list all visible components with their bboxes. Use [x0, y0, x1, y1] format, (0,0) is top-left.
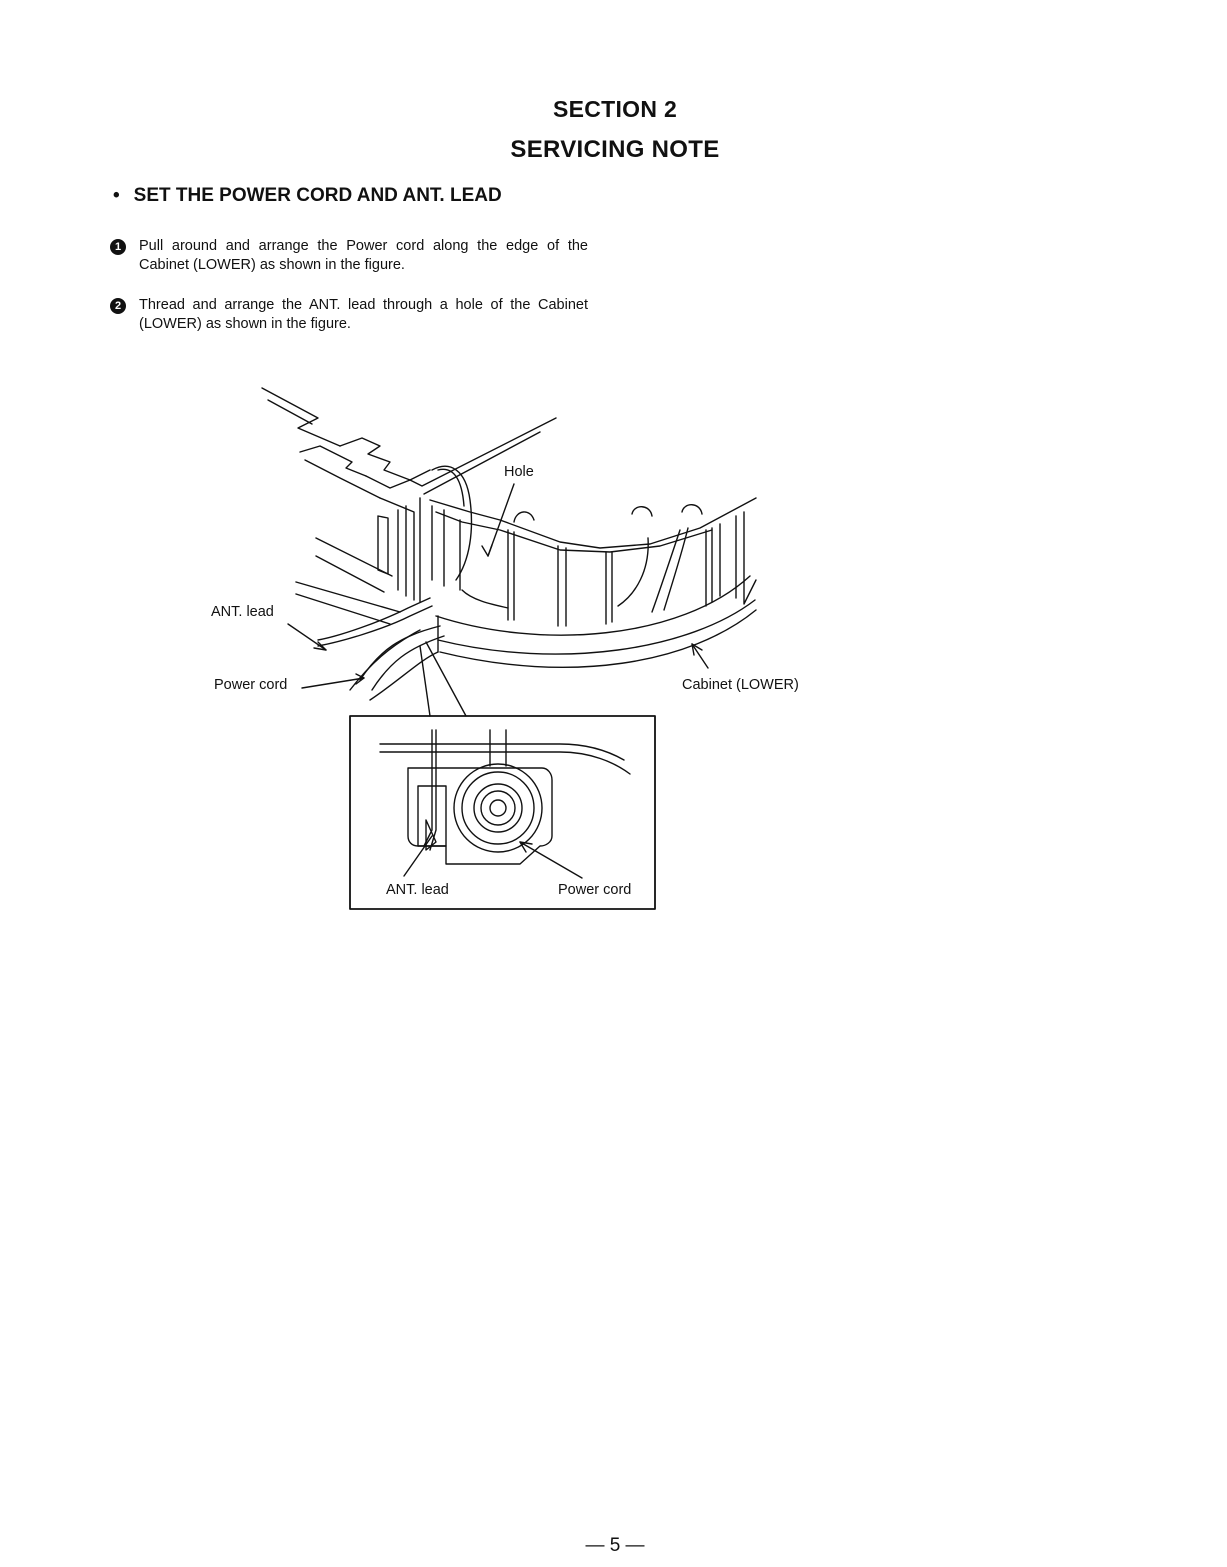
step-1-number-badge: 1: [110, 239, 126, 255]
label-cabinet-lower: Cabinet (LOWER): [682, 677, 799, 693]
label-hole: Hole: [504, 464, 534, 480]
label-ant-lead: ANT. lead: [211, 604, 274, 620]
ant-lead-route: [318, 466, 508, 646]
cabinet-top-edges: [262, 388, 556, 602]
cabinet-inner-wall: [430, 498, 756, 626]
inset-detail: [350, 716, 655, 909]
heading-text: SET THE POWER CORD AND ANT. LEAD: [133, 185, 502, 206]
cabinet-left-wall: [296, 506, 406, 624]
page-number: — 5 —: [585, 1535, 645, 1556]
section-title: SERVICING NOTE: [510, 136, 720, 163]
power-cord-route: [350, 626, 444, 700]
step-1-text: Pull around and arrange the Power cord along the edge of the Cabinet (LOWER) as shown in the figure.: [139, 238, 588, 273]
section-number: SECTION 2: [552, 96, 678, 122]
cabinet-small-features: [514, 505, 702, 522]
inset-label-power-cord: Power cord: [558, 882, 632, 898]
heading-bullet: •: [113, 185, 120, 206]
inset-label-ant-lead: ANT. lead: [386, 882, 449, 898]
step-2-number-badge: 2: [110, 298, 126, 314]
cabinet-front-rim: [436, 576, 756, 667]
label-power-cord: Power cord: [214, 677, 288, 693]
step-2-text: Thread and arrange the ANT. lead through a hole of the Cabinet (LOWER) as shown in the figure.: [139, 297, 588, 332]
inset-frame: [350, 716, 655, 909]
